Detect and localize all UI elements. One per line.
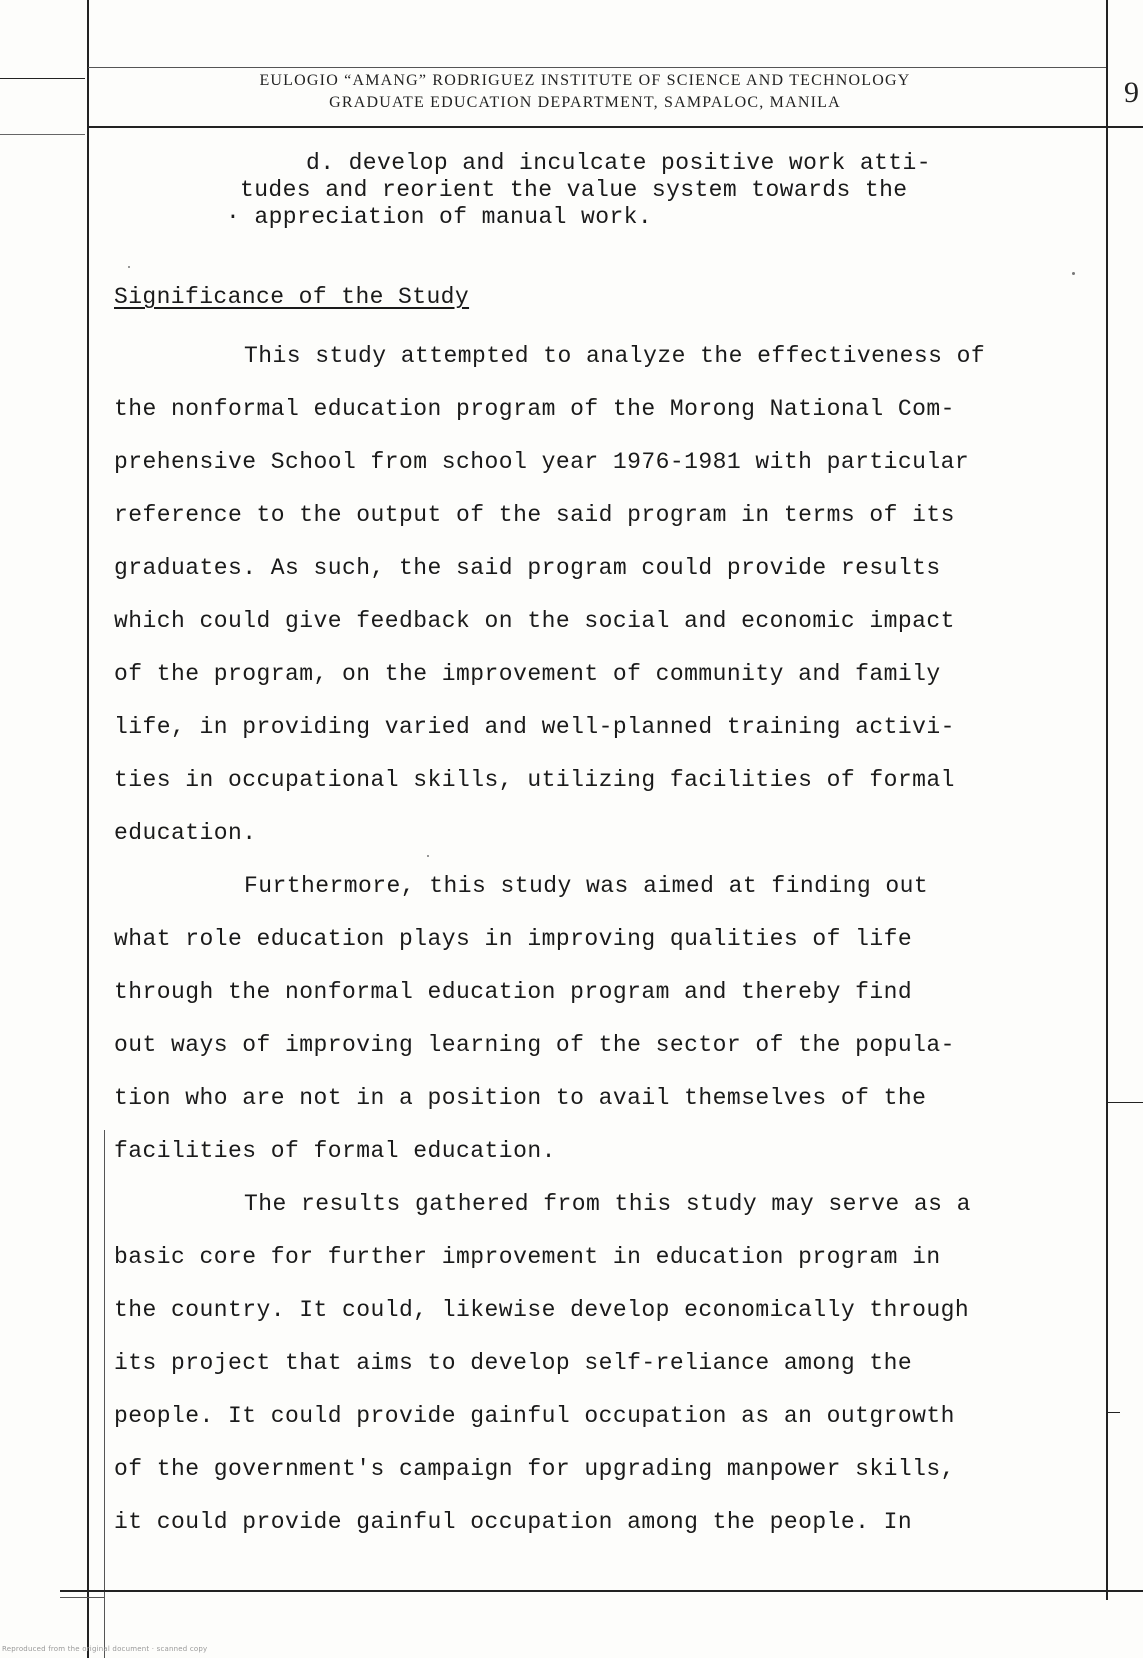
page-number: 9 [1124,76,1139,109]
item-d-line-1: d. develop and inculcate positive work atti- [306,150,931,176]
right-tick-mid [1108,1102,1143,1103]
paragraph-line: of the government's campaign for upgrading manpower skills, [114,1456,955,1482]
paragraph-line: basic core for further improvement in education program in [114,1244,941,1270]
paragraph-line: through the nonformal education program and thereby find [114,979,913,1005]
footer-rule [60,1590,1143,1592]
left-tick-upper [0,134,85,135]
paragraph-line: facilities of formal education. [114,1138,556,1164]
institution-header [120,70,1050,114]
header-line-1: EULOGIO “AMANG” RODRIGUEZ INSTITUTE OF SCIENCE AND TECHNOLOGY [259,72,911,89]
paragraph-line: its project that aims to develop self-reliance among the [114,1350,913,1376]
paragraph-line: the nonformal education program of the Morong National Com- [114,396,955,422]
section-heading: Significance of the Study [114,284,470,310]
item-d-line-2: tudes and reorient the value system towards the [240,177,908,203]
paragraph-line: The results gathered from this study may serve as a [244,1191,971,1217]
paragraph-line: of the program, on the improvement of community and family [114,661,941,687]
paragraph-line: life, in providing varied and well-planned training activi- [114,714,955,740]
scan-speck [1072,272,1075,275]
paragraph-line: tion who are not in a position to avail themselves of the [114,1085,927,1111]
scan-footer-note: Reproduced from the original document · scanned copy [2,1645,208,1653]
scan-speck [128,266,130,268]
paragraph-line: Furthermore, this study was aimed at finding out [244,873,929,899]
paragraph-line: ties in occupational skills, utilizing facilities of formal [114,767,955,793]
paragraph-line: people. It could provide gainful occupation as an outgrowth [114,1403,955,1429]
paragraph-line: it could provide gainful occupation among the people. In [114,1509,913,1535]
paragraph-line: graduates. As such, the said program could provide results [114,555,941,581]
header-line-2: GRADUATE EDUCATION DEPARTMENT, SAMPALOC, MANILA [329,94,841,111]
left-tick-top [0,78,85,79]
header-top-rule [88,67,1106,68]
paragraph-line: prehensive School from school year 1976-1981 with particular [114,449,970,475]
paragraph-line: This study attempted to analyze the effectiveness of [244,343,986,369]
right-tick-low [1108,1412,1120,1413]
paragraph-line: which could give feedback on the social and economic impact [114,608,955,634]
header-bottom-rule [88,126,1143,128]
paragraph-line: out ways of improving learning of the sector of the popula- [114,1032,955,1058]
paragraph-line: the country. It could, likewise develop economically through [114,1297,970,1323]
objective-item-d [226,150,1040,231]
paragraph-line: education. [114,820,257,846]
left-margin-rule-inner [104,1130,105,1658]
body-text [114,330,1104,1549]
paragraph-line: reference to the output of the said program in terms of its [114,502,955,528]
item-d-line-3: · appreciation of manual work. [226,204,653,230]
paragraph-line: what role education plays in improving qualities of life [114,926,913,952]
left-tick-bottom [60,1597,104,1598]
left-margin-rule [87,0,89,1658]
right-margin-rule [1106,0,1108,1600]
